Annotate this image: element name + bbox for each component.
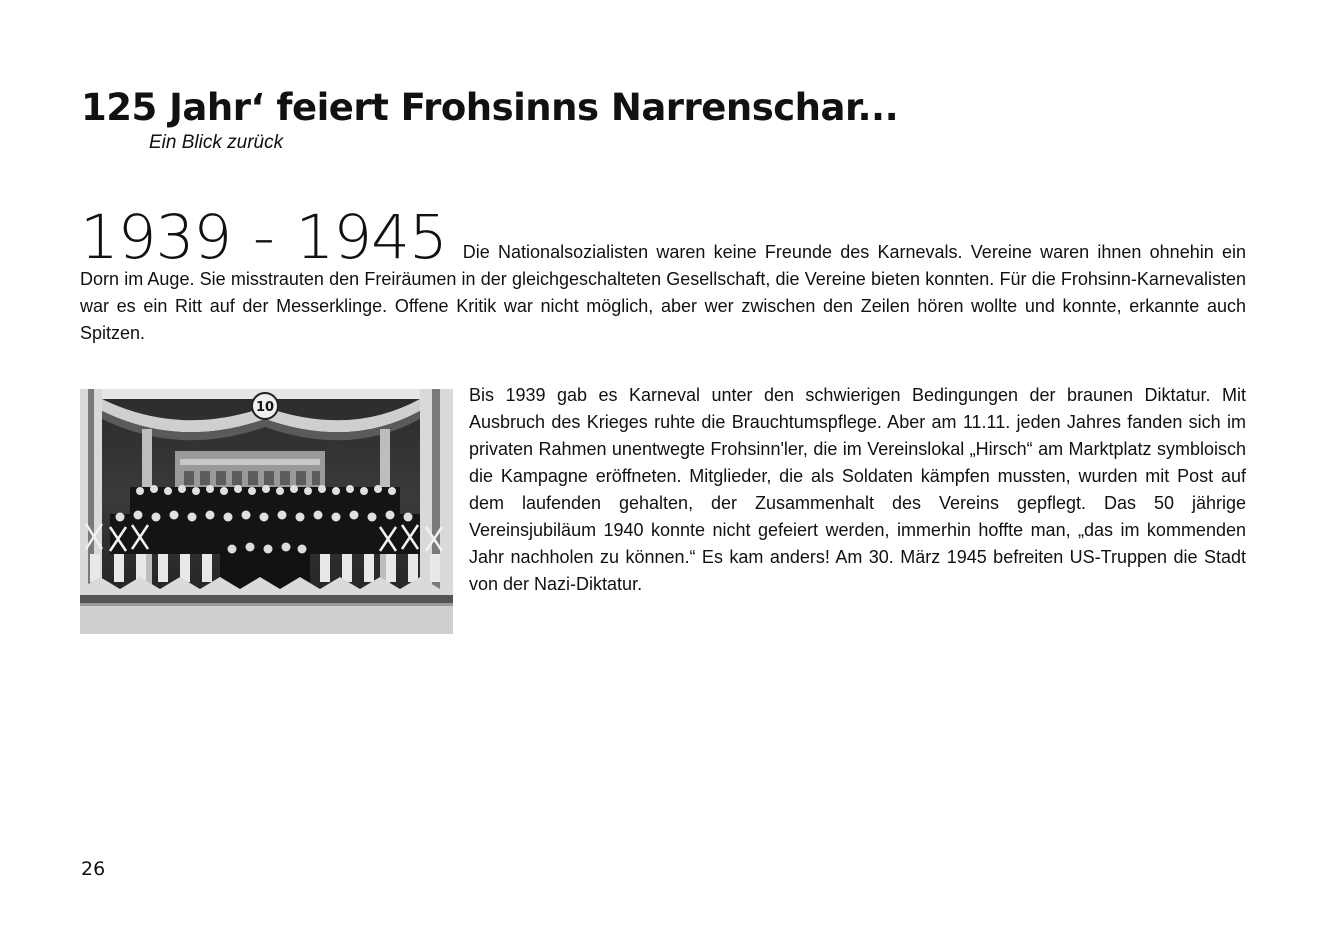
photo-emblem-number: 10: [255, 400, 275, 415]
year-range-heading: 1939 - 1945: [80, 202, 447, 273]
page-subtitle: Ein Blick zurück: [149, 132, 284, 153]
historical-group-photo: [80, 389, 453, 634]
page-title: 125 Jahr‘ feiert Frohsinns Narrenschar...: [81, 86, 899, 129]
body-paragraph: Bis 1939 gab es Karneval unter den schwierigen Bedingungen der braunen Diktatur. Mit Ausbruch des Krieges ruhte die Brauchtumspflege. Aber am 11.11. jeden Jahres fanden sich im privaten Rahmen unentwegte Frohsinn'ler, die im Vereinslokal „Hirsch“ am Marktplatz symbloisch die Kampagne eröffneten. Mitglieder, die als Soldaten kämpfen mussten, wurden mit Post auf dem laufenden gehalten, der Zusammenhalt des Vereins gepflegt. Das 50 jährige Vereinsjubiläum 1940 konnte nicht gefeiert werden, immerhin hoffte man, „das im kommenden Jahr nachholen zu können.“ Es kam anders! Am 30. März 1945 befreiten US-Truppen die Stadt von der Nazi-Diktatur.: [469, 385, 1246, 594]
intro-paragraph: [80, 202, 1246, 347]
page-number: 26: [81, 858, 106, 880]
intro-text: Die Nationalsozialisten waren keine Freunde des Karnevals. Vereine waren ihnen ohnehin ein Dorn im Auge. Sie misstrauten den Freiräumen in der gleichgeschalteten Gesellschaft, die Vereine bieten konnten. Für die Frohsinn-Karnevalisten war es ein Ritt auf der Messerklinge. Offene Kritik war nicht möglich, aber wer zwischen den Zeilen hören wollte und konnte, erkannte auch Spitzen.: [80, 242, 1246, 343]
